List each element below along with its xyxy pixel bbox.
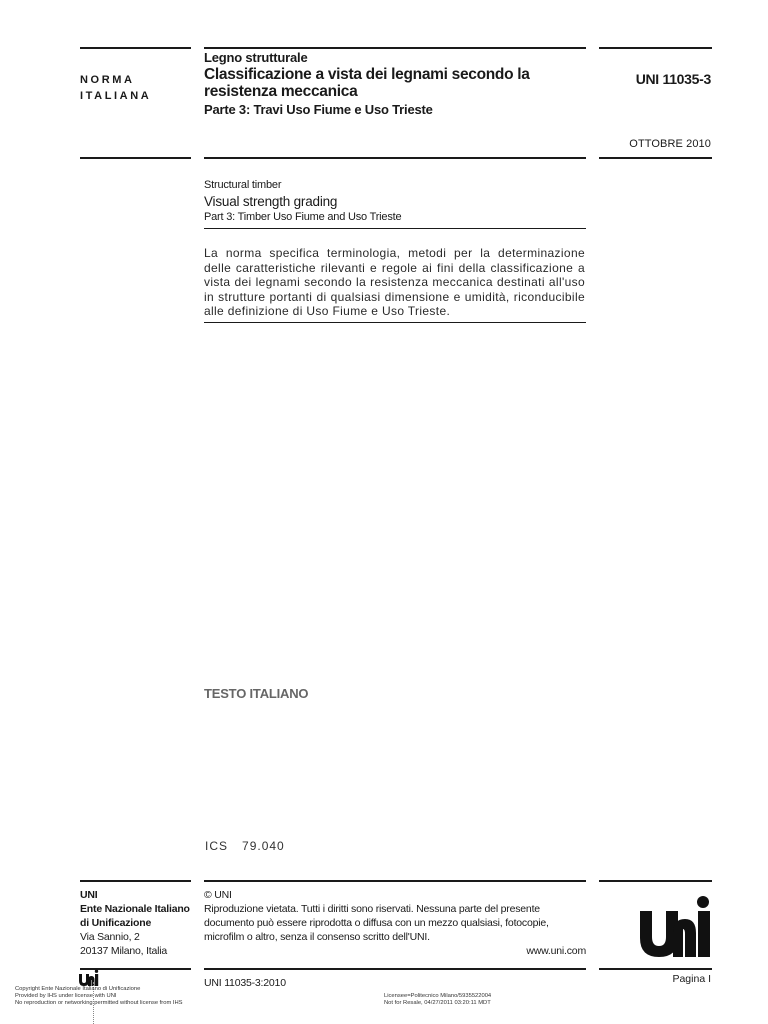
organization-block <box>80 888 190 958</box>
footer-rule-right <box>599 880 712 882</box>
abstract-rule-bottom <box>204 322 586 323</box>
page-number: Pagina I <box>672 973 711 985</box>
org-name: UNI <box>80 889 98 901</box>
ics-code <box>205 839 285 853</box>
website-link[interactable]: www.uni.com <box>526 945 586 957</box>
top-rule-left <box>80 47 191 49</box>
ics-value: 79.040 <box>242 839 285 853</box>
abstract-rule-top <box>204 228 586 229</box>
english-part: Part 3: Timber Uso Fiume and Uso Trieste <box>204 211 402 223</box>
bottom-rule-right <box>599 968 712 970</box>
bottom-rule-center <box>204 968 586 970</box>
copyright-block <box>204 888 586 958</box>
org-city: 20137 Milano, Italia <box>80 945 168 957</box>
title-main: Classificazione a vista dei legnami secondo la resistenza meccanica <box>204 66 530 100</box>
org-fullname-1: Ente Nazionale Italiano <box>80 903 190 915</box>
document-reference: UNI 11035-3:2010 <box>204 977 286 989</box>
top-rule-right <box>599 47 712 49</box>
watermark-left: Copyright Ente Nazionale Italiano di Unificazione Provided by IHS under license with UNI No reproduction or networking permitted without license from IHS <box>15 986 183 1006</box>
english-series: Structural timber <box>204 179 282 191</box>
language-label: TESTO ITALIANO <box>204 686 309 701</box>
mid-rule-left <box>80 157 191 159</box>
org-fullname-2: di Unificazione <box>80 917 152 929</box>
title-series: Legno strutturale <box>204 50 308 65</box>
title-part: Parte 3: Travi Uso Fiume e Uso Trieste <box>204 102 433 117</box>
uni-logo <box>640 893 712 957</box>
footer-rule-center <box>204 880 586 882</box>
standard-code: UNI 11035-3 <box>635 71 711 87</box>
norma-italiana-label: NORMA ITALIANA <box>80 74 152 102</box>
abstract-text: La norma specifica terminologia, metodi per la determinazione delle caratteristiche rilevanti e regole ai fini della classificazione a vista dei legnami secondo la resistenza meccanica destinati all'uso in strutture portanti di qualsiasi dimensione e umidità, riconducibile alle definizione di Uso Fiume e Uso Trieste. <box>204 246 585 319</box>
mid-rule-center <box>204 157 586 159</box>
copyright-title: © UNI <box>204 889 232 901</box>
uni-small-logo <box>79 969 99 986</box>
footer-rule-left <box>80 880 191 882</box>
mid-rule-right <box>599 157 712 159</box>
english-title: Visual strength grading <box>204 194 338 209</box>
org-address: Via Sannio, 2 <box>80 931 140 943</box>
top-rule-center <box>204 47 586 49</box>
watermark-right: Licensee=Politecnico Milano/5935522004 Not for Resale, 04/27/2011 03:20:11 MDT <box>384 993 492 1006</box>
ics-label: ICS <box>205 839 229 853</box>
copyright-text: Riproduzione vietata. Tutti i diritti sono riservati. Nessuna parte del presente documento può essere riprodotta o diffusa con un mezzo qualsiasi, fotocopie, microfilm o altro, senza il consenso scritto dell'UNI. <box>204 903 549 943</box>
publication-date: OTTOBRE 2010 <box>629 138 711 150</box>
